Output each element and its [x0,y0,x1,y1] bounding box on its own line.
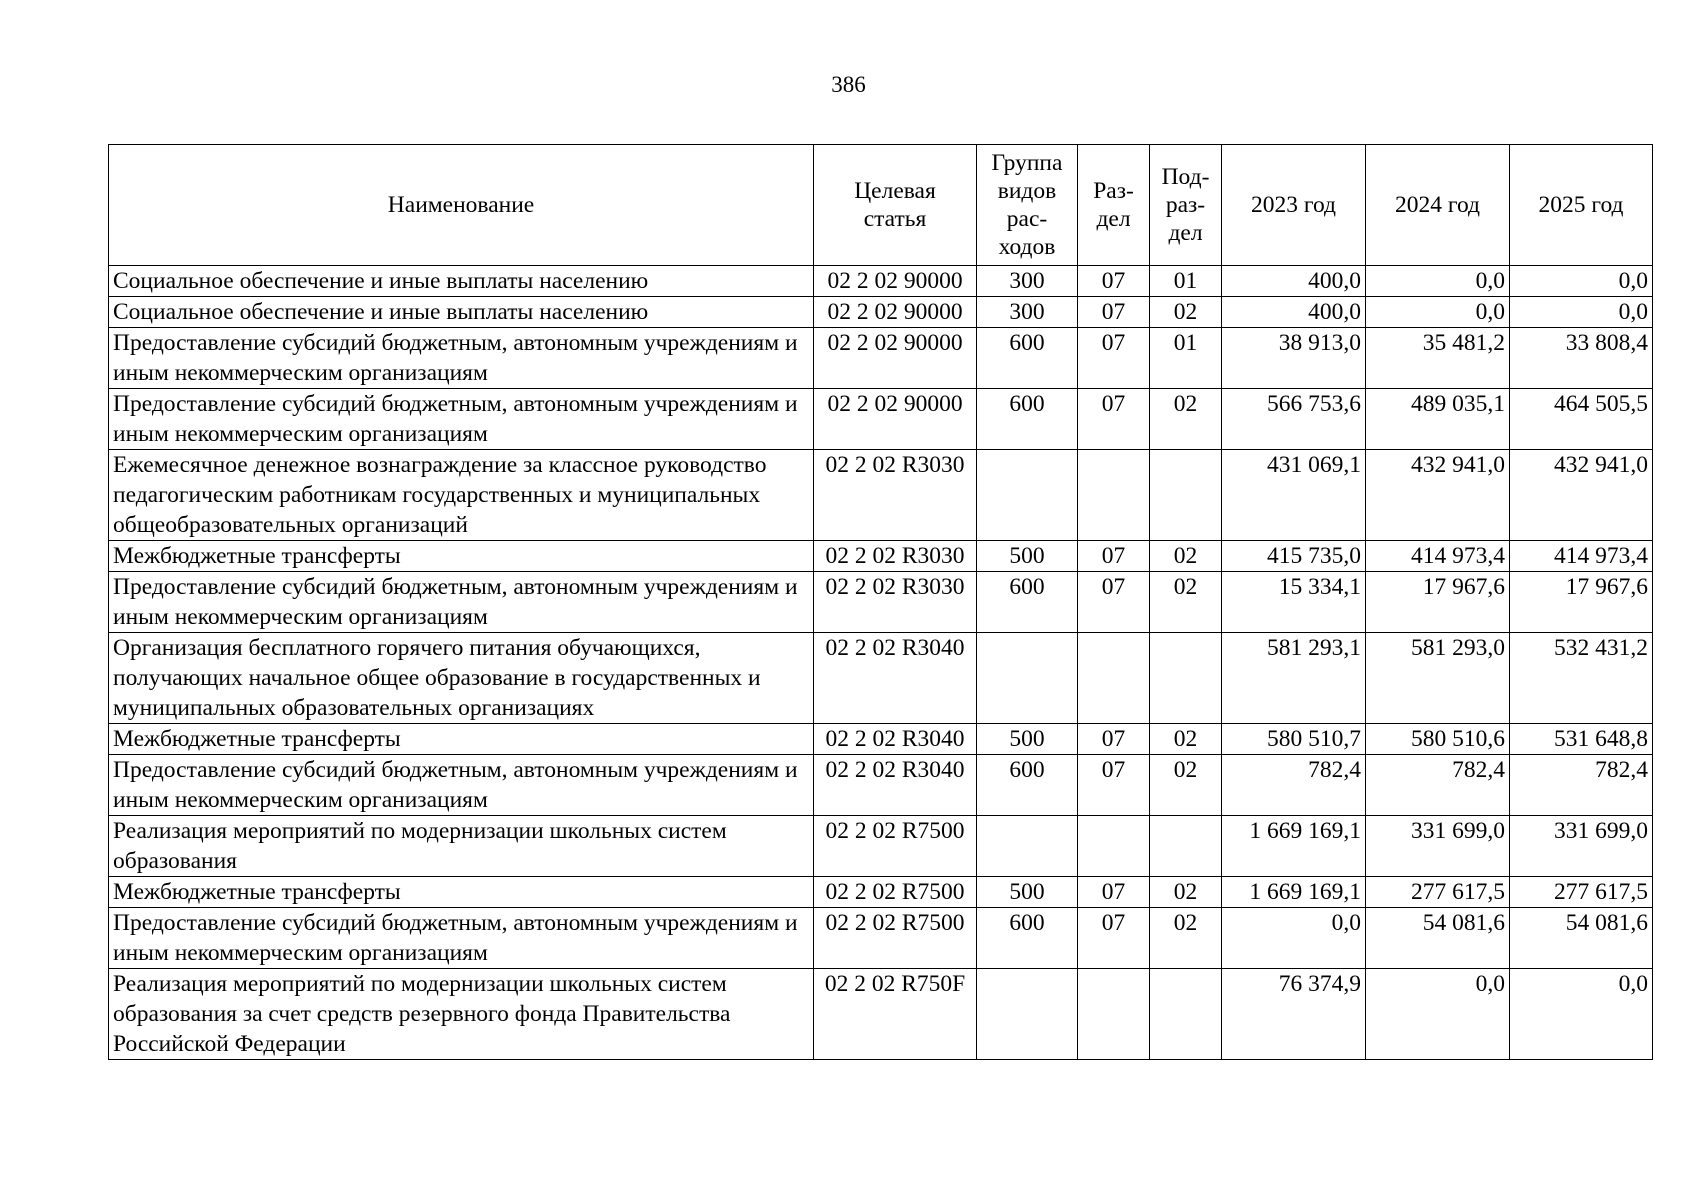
row-value-2024: 331 699,0 [1366,816,1510,877]
row-expense-group [977,816,1078,877]
row-name: Социальное обеспечение и иные выплаты населению [109,297,814,328]
header-year-2024: 2024 год [1366,145,1510,266]
header-target-line: статья [863,206,927,232]
row-name: Реализация мероприятий по модернизации школьных систем образования за счет средств резервного фонда Правительства Российской Федерации [109,969,814,1060]
row-target-article: 02 2 02 90000 [814,297,977,328]
row-expense-group: 600 [977,572,1078,633]
row-subsection [1150,633,1222,724]
table-row [109,633,1653,724]
row-section: 07 [1078,266,1150,297]
header-target-line: Целевая [854,178,936,204]
row-section: 07 [1078,724,1150,755]
table-row [109,450,1653,541]
page-number: 386 [831,72,866,97]
row-expense-group: 300 [977,297,1078,328]
row-target-article: 02 2 02 R3030 [814,450,977,541]
row-name: Предоставление субсидий бюджетным, автономным учреждениям и иным некоммерческим организациям [109,908,814,969]
row-target-article: 02 2 02 90000 [814,266,977,297]
row-subsection: 02 [1150,908,1222,969]
header-section [1078,145,1150,266]
table-row [109,969,1653,1060]
row-value-2025: 432 941,0 [1510,450,1653,541]
row-expense-group [977,969,1078,1060]
row-name: Межбюджетные трансферты [109,877,814,908]
table-row [109,816,1653,877]
row-name: Предоставление субсидий бюджетным, автономным учреждениям и иным некоммерческим организациям [109,755,814,816]
row-expense-group [977,450,1078,541]
row-value-2023: 15 334,1 [1222,572,1366,633]
row-value-2025: 414 973,4 [1510,541,1653,572]
row-value-2025: 0,0 [1510,969,1653,1060]
row-expense-group: 600 [977,755,1078,816]
row-target-article: 02 2 02 R3030 [814,572,977,633]
row-value-2023: 1 669 169,1 [1222,877,1366,908]
table-row [109,389,1653,450]
row-section: 07 [1078,541,1150,572]
row-value-2024: 489 035,1 [1366,389,1510,450]
row-value-2023: 580 510,7 [1222,724,1366,755]
row-expense-group: 500 [977,724,1078,755]
table-row [109,877,1653,908]
header-group-line: рас- [1006,206,1048,232]
row-target-article: 02 2 02 R7500 [814,908,977,969]
table-row [109,755,1653,816]
row-section: 07 [1078,389,1150,450]
row-value-2024: 277 617,5 [1366,877,1510,908]
header-year-2023: 2023 год [1222,145,1366,266]
row-value-2025: 531 648,8 [1510,724,1653,755]
row-target-article: 02 2 02 R7500 [814,816,977,877]
row-subsection: 02 [1150,572,1222,633]
row-value-2024: 432 941,0 [1366,450,1510,541]
table-row [109,297,1653,328]
table-row [109,328,1653,389]
header-subsection-line: Под- [1161,164,1210,190]
row-value-2025: 532 431,2 [1510,633,1653,724]
row-subsection: 02 [1150,877,1222,908]
table-row [109,908,1653,969]
row-expense-group: 500 [977,541,1078,572]
row-section: 07 [1078,328,1150,389]
row-value-2023: 581 293,1 [1222,633,1366,724]
row-target-article: 02 2 02 R750F [814,969,977,1060]
row-section: 07 [1078,572,1150,633]
row-section: 07 [1078,755,1150,816]
row-target-article: 02 2 02 90000 [814,389,977,450]
header-target-article [814,145,977,266]
header-group-line: Группа [991,150,1063,176]
row-value-2025: 277 617,5 [1510,877,1653,908]
row-section [1078,450,1150,541]
header-section-line: Раз- [1093,178,1134,204]
table-row [109,572,1653,633]
header-group-line: видов [997,178,1057,204]
row-value-2023: 566 753,6 [1222,389,1366,450]
row-value-2024: 580 510,6 [1366,724,1510,755]
row-target-article: 02 2 02 R3030 [814,541,977,572]
row-target-article: 02 2 02 90000 [814,328,977,389]
row-section [1078,969,1150,1060]
row-value-2023: 0,0 [1222,908,1366,969]
row-value-2024: 0,0 [1366,969,1510,1060]
row-target-article: 02 2 02 R3040 [814,633,977,724]
row-name: Межбюджетные трансферты [109,724,814,755]
row-value-2024: 581 293,0 [1366,633,1510,724]
row-value-2024: 414 973,4 [1366,541,1510,572]
row-section: 07 [1078,877,1150,908]
header-subsection-line: дел [1168,220,1203,246]
row-target-article: 02 2 02 R3040 [814,755,977,816]
row-subsection [1150,969,1222,1060]
row-value-2025: 782,4 [1510,755,1653,816]
row-value-2025: 0,0 [1510,297,1653,328]
row-target-article: 02 2 02 R3040 [814,724,977,755]
row-name: Предоставление субсидий бюджетным, автономным учреждениям и иным некоммерческим организациям [109,389,814,450]
row-name: Предоставление субсидий бюджетным, автономным учреждениям и иным некоммерческим организациям [109,328,814,389]
row-expense-group: 500 [977,877,1078,908]
row-subsection: 02 [1150,724,1222,755]
row-section [1078,633,1150,724]
row-value-2023: 1 669 169,1 [1222,816,1366,877]
header-year-2025: 2025 год [1510,145,1653,266]
row-expense-group: 600 [977,389,1078,450]
row-target-article: 02 2 02 R7500 [814,877,977,908]
header-group-line: ходов [998,234,1056,260]
row-section [1078,816,1150,877]
row-value-2024: 35 481,2 [1366,328,1510,389]
row-expense-group [977,633,1078,724]
table-header-row [109,145,1653,266]
row-value-2024: 17 967,6 [1366,572,1510,633]
row-expense-group: 600 [977,328,1078,389]
row-subsection: 02 [1150,389,1222,450]
row-value-2023: 782,4 [1222,755,1366,816]
row-value-2025: 54 081,6 [1510,908,1653,969]
row-name: Предоставление субсидий бюджетным, автономным учреждениям и иным некоммерческим организациям [109,572,814,633]
row-value-2025: 17 967,6 [1510,572,1653,633]
row-value-2024: 0,0 [1366,266,1510,297]
row-value-2024: 54 081,6 [1366,908,1510,969]
row-value-2025: 464 505,5 [1510,389,1653,450]
row-expense-group: 300 [977,266,1078,297]
row-value-2023: 400,0 [1222,266,1366,297]
row-name: Социальное обеспечение и иные выплаты населению [109,266,814,297]
row-expense-group: 600 [977,908,1078,969]
row-section: 07 [1078,297,1150,328]
row-subsection [1150,816,1222,877]
row-name: Ежемесячное денежное вознаграждение за классное руководство педагогическим работникам государственных и муниципальных общеобразовательных организаций [109,450,814,541]
header-name: Наименование [109,145,814,266]
row-value-2025: 33 808,4 [1510,328,1653,389]
budget-table [108,144,1653,1060]
row-subsection: 01 [1150,266,1222,297]
row-name: Организация бесплатного горячего питания обучающихся, получающих начальное общее образование в государственных и муниципальных образовательных организациях [109,633,814,724]
header-subsection [1150,145,1222,266]
row-name: Межбюджетные трансферты [109,541,814,572]
header-subsection-line: раз- [1165,192,1206,218]
row-subsection: 02 [1150,297,1222,328]
row-name: Реализация мероприятий по модернизации школьных систем образования [109,816,814,877]
header-expense-group [977,145,1078,266]
row-subsection: 01 [1150,328,1222,389]
row-value-2023: 38 913,0 [1222,328,1366,389]
row-value-2023: 76 374,9 [1222,969,1366,1060]
row-value-2023: 400,0 [1222,297,1366,328]
row-value-2025: 0,0 [1510,266,1653,297]
row-subsection: 02 [1150,541,1222,572]
row-value-2024: 0,0 [1366,297,1510,328]
row-subsection [1150,450,1222,541]
table-row [109,541,1653,572]
table-body [109,266,1653,1060]
table-row [109,724,1653,755]
row-value-2023: 431 069,1 [1222,450,1366,541]
table-row [109,266,1653,297]
row-subsection: 02 [1150,755,1222,816]
row-section: 07 [1078,908,1150,969]
row-value-2023: 415 735,0 [1222,541,1366,572]
row-value-2025: 331 699,0 [1510,816,1653,877]
row-value-2024: 782,4 [1366,755,1510,816]
header-section-line: дел [1096,206,1131,232]
